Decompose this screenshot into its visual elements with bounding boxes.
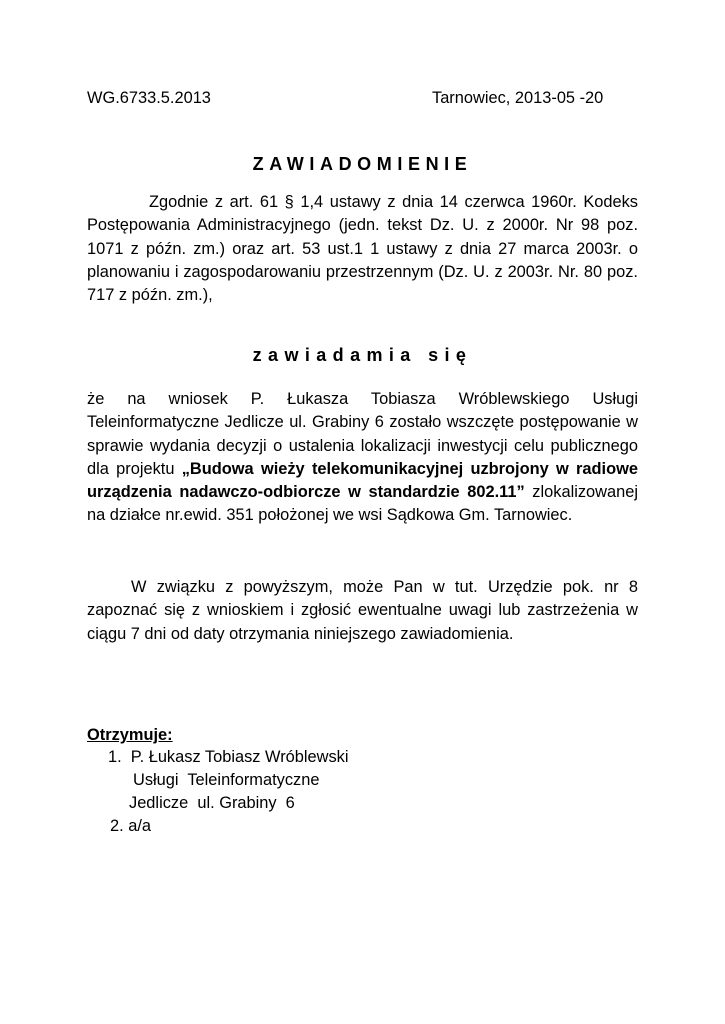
document-title: ZAWIADOMIENIE [252,154,473,174]
recipients-heading: Otrzymuje: [87,726,173,744]
info-paragraph [87,576,638,646]
reference-number: WG.6733.5.2013 [87,89,211,107]
recipient-2: 2. a/a [110,817,152,835]
notice-text-before: że na wniosek P. Łukasza Tobiasza Wróblewskiego Usługi Teleinformatyczne Jedlicze ul. Grabiny 6 zostało wszczęte postępowanie w sprawie wydania decyzji o ustalenia lokalizacji inwestycji celu publicznego dla projektu [87,390,638,478]
legal-basis-text: Zgodnie z art. 61 § 1,4 ustawy z dnia 14 czerwca 1960r. Kodeks Postępowania Administracyjnego (jedn. tekst Dz. U. z 2000r. Nr 98 poz. 1071 z późn. zm.) oraz art. 53 ust.1 1 ustawy z dnia 27 marca 2003r. o planowaniu i zagospodarowaniu przestrzennym (Dz. U. z 2003r. Nr. 80 poz. 717 z późn. zm.), [87,193,638,305]
recipient-1-company: Usługi Teleinformatyczne [133,771,320,789]
notice-text-after: zlokalizowanej na działce nr.ewid. 351 położonej we wsi Sądkowa Gm. Tarnowiec. [87,483,638,525]
info-text: W związku z powyższym, może Pan w tut. Urzędzie pok. nr 8 zapoznać się z wnioskiem i zgłosić ewentualne uwagi lub zastrzeżenia w ciągu 7 dni od daty otrzymania niniejszego zawiadomienia. [87,578,638,643]
recipient-1-address: Jedlicze ul. Grabiny 6 [129,794,295,812]
notice-paragraph [87,388,638,528]
legal-basis-paragraph [87,191,638,307]
project-name: „Budowa wieży telekomunikacyjnej uzbrojony w radiowe urządzenia nadawczo-odbiorcze w standardzie 802.11” [87,459,638,502]
place-and-date: Tarnowiec, 2013-05 -20 [432,89,604,107]
recipient-1-name: 1. P. Łukasz Tobiasz Wróblewski [108,748,349,766]
notice-heading: zawiadamia się [252,345,473,365]
